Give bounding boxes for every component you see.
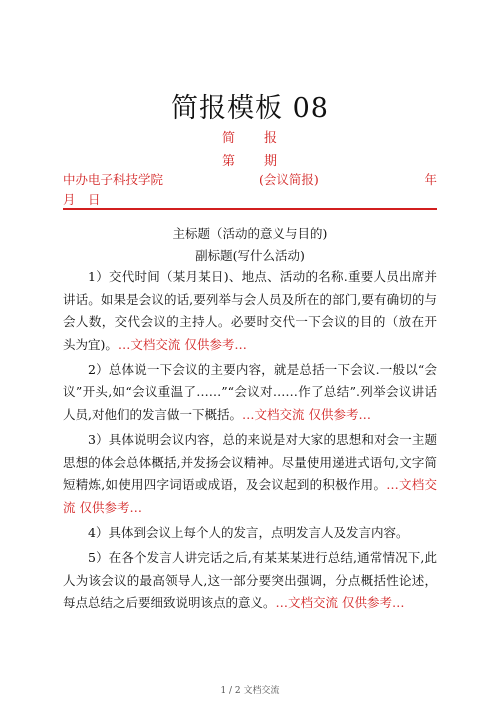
header-divider — [63, 208, 437, 210]
page-footer: 1 / 2 文档交流 — [220, 686, 280, 696]
reference-note: …文档交流 仅供参考… — [117, 336, 247, 352]
masthead-name: 简 报 — [221, 131, 278, 146]
paragraph-3: 3）具体说明会议内容，总的来说是对大家的思想和对会一主题思想的体会总体概括,并发扬会议精神。尽量使用递进式语句,文字简短精炼,如使用四字词语或成语，及会议起到的积极作用。…文档交流 仅供参考… — [63, 432, 437, 515]
document-title: 简报模板 08 — [171, 93, 329, 124]
year-label: 年 — [424, 172, 437, 187]
paragraph-4: 4）具体到会议上每个人的发言，点明发言人及发言内容。 — [88, 525, 409, 541]
body-text — [63, 266, 437, 617]
paragraph-1: 1）交代时间（某月某日)、地点、活动的名称.重要人员出席并讲话。如果是会议的话,要列举与会人员及所在的部门,要有确切的与会人数，交代会议的主持人。必要时交代一下会议的目的（放在开头为宜)。…文档交流 仅供参考… — [63, 269, 437, 352]
bulletin-type: (会议简报) — [259, 172, 319, 187]
month-day-label: 月 日 — [63, 192, 101, 207]
reference-note: …文档交流 仅供参考… — [241, 407, 371, 423]
paragraph-5: 5）在各个发言人讲完话之后,有某某某进行总结,通常情况下,此人为该会议的最高领导人,这一部分要突出强调，分点概括性论述，每点总结之后要细致说明该点的意义。…文档交流 仅供参考… — [63, 550, 437, 611]
sub-title: 副标题(写什么活动) — [195, 248, 305, 263]
issuer-line — [63, 170, 437, 188]
main-title: 主标题（活动的意义与目的) — [172, 226, 328, 241]
reference-note: …文档交流 仅供参考… — [275, 595, 405, 611]
paragraph-2: 2）总体说一下会议的主要内容，就是总括一下会议.一般以“会议”开头,如“会议重温了……”“会议对……作了总结”.列举会议讲话人员,对他们的发言做一下概括。…文档交流 仅供参考… — [63, 361, 437, 423]
issuer-name: 中办电子科技学院 — [63, 172, 164, 187]
issue-number-label: 第 期 — [221, 154, 278, 169]
reference-note: …文档交流 仅供参考… — [63, 477, 437, 515]
